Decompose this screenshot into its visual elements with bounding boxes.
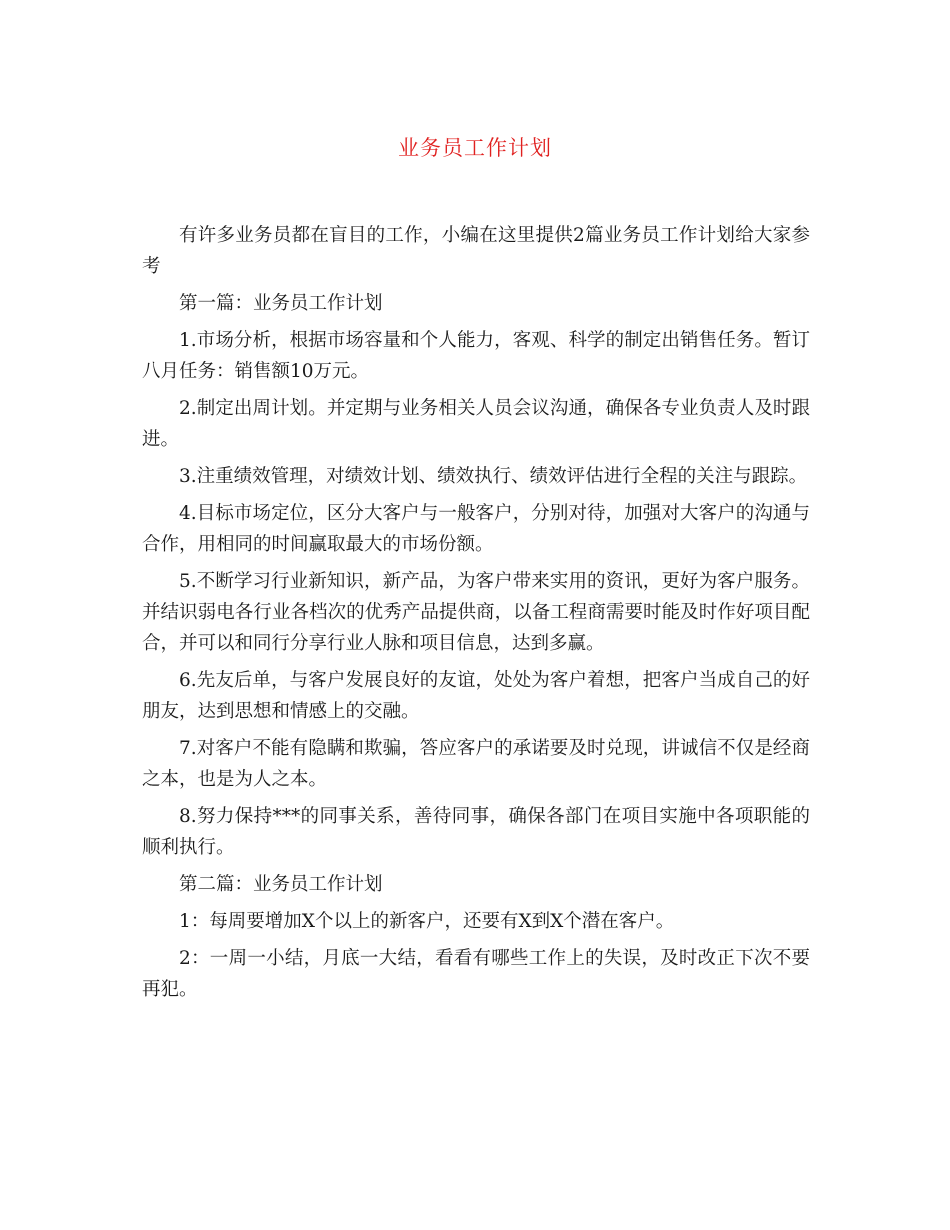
plan-item-1: 1.市场分析，根据市场容量和个人能力，客观、科学的制定出销售任务。暂订八月任务：销售额10万元。 (142, 330, 810, 382)
plan-item-8: 8.努力保持***的同事关系，善待同事，确保各部门在项目实施中各项职能的顺利执行。 (142, 806, 810, 858)
plan-item-6: 6.先友后单，与客户发展良好的友谊，处处为客户着想，把客户当成自己的好朋友，达到思想和情感上的交融。 (142, 670, 810, 722)
intro-paragraph: 有许多业务员都在盲目的工作，小编在这里提供2篇业务员工作计划给大家参考 (142, 225, 810, 277)
document-body (142, 220, 810, 1011)
plan-item-5: 5.不断学习行业新知识，新产品，为客户带来实用的资讯，更好为客户服务。并结识弱电各行业各档次的优秀产品提供商，以备工程商需要时能及时作好项目配合，并可以和同行分享行业人脉和项目信息，达到多赢。 (142, 571, 810, 654)
document-title: 业务员工作计划 (398, 136, 552, 160)
plan2-item-2: 2：一周一小结，月底一大结，看看有哪些工作上的失误，及时改正下次不要再犯。 (142, 948, 810, 1000)
plan-item-2: 2.制定出周计划。并定期与业务相关人员会议沟通，确保各专业负责人及时跟进。 (142, 398, 810, 450)
plan-item-4: 4.目标市场定位，区分大客户与一般客户，分别对待，加强对大客户的沟通与合作，用相同的时间赢取最大的市场份额。 (142, 503, 810, 555)
section-heading-1: 第一篇：业务员工作计划 (179, 293, 383, 314)
plan-item-3: 3.注重绩效管理，对绩效计划、绩效执行、绩效评估进行全程的关注与跟踪。 (179, 466, 808, 487)
plan-item-7: 7.对客户不能有隐瞒和欺骗，答应客户的承诺要及时兑现，讲诚信不仅是经商之本，也是为人之本。 (142, 738, 810, 790)
section-heading-2: 第二篇：业务员工作计划 (179, 874, 383, 895)
plan2-item-1: 1：每周要增加X个以上的新客户，还要有X到X个潜在客户。 (179, 911, 675, 932)
